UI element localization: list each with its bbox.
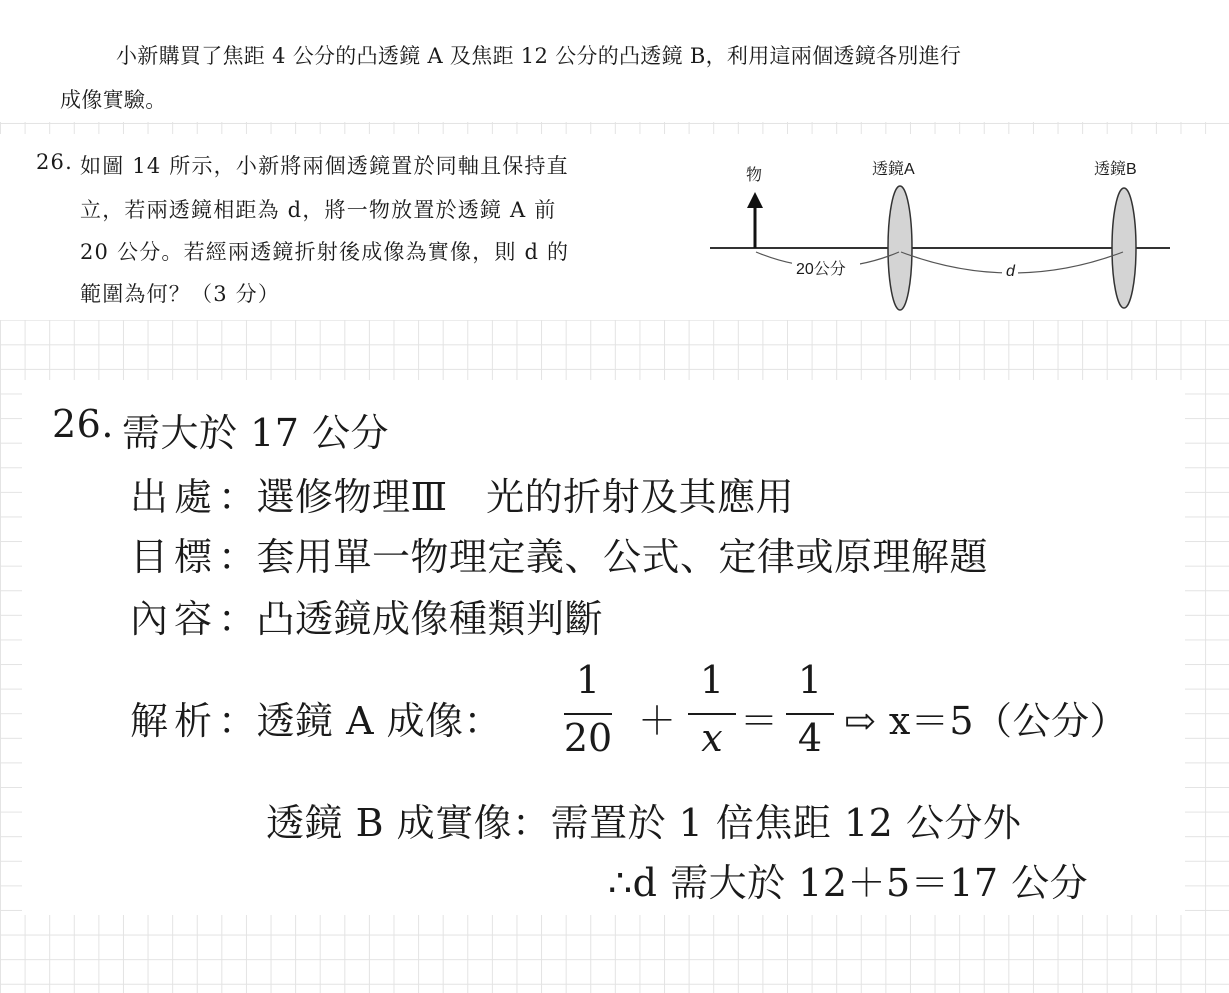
- lens-a: [888, 186, 912, 310]
- goal-label: 目標: [130, 535, 219, 579]
- colon: ：: [218, 535, 257, 579]
- frac2-denominator: x: [701, 716, 723, 760]
- question-line-1: 如圖 14 所示，小新將兩個透鏡置於同軸且保持直: [80, 154, 569, 178]
- source-text: 選修物理Ⅲ 光的折射及其應用: [256, 475, 795, 519]
- distance-label: 20公分: [796, 261, 846, 278]
- colon: ：: [218, 597, 257, 641]
- question-line-3: 20 公分。若經兩透鏡折射後成像為實像，則 d 的: [80, 240, 570, 264]
- content-text: 凸透鏡成像種類判斷: [256, 597, 604, 641]
- colon: ：: [218, 475, 257, 519]
- analysis-prefix: 透鏡 A 成像：: [256, 699, 503, 743]
- question-line-4: 範圍為何？（3 分）: [80, 282, 281, 306]
- frac3-bar: [786, 713, 834, 715]
- intro-section: [0, 0, 1229, 122]
- analysis-row: [130, 690, 502, 745]
- analysis-label: 解析: [130, 699, 219, 743]
- intro-line-2: 成像實驗。: [60, 88, 167, 112]
- fraction-1-over-x: [682, 658, 742, 764]
- content-label: 內容: [130, 597, 219, 641]
- colon: ：: [218, 699, 257, 743]
- content-row: [130, 588, 603, 643]
- intro-line-1: 小新購買了焦距 4 公分的凸透鏡 A 及焦距 12 公分的凸透鏡 B，利用這兩個透鏡各別進行: [116, 44, 962, 68]
- lens-a-label: 透鏡A: [872, 161, 915, 178]
- question-section: [0, 134, 1229, 320]
- fraction-1-over-20: [558, 658, 618, 764]
- lens-b: [1112, 188, 1136, 308]
- source-label: 出處: [130, 475, 219, 519]
- goal-row: [130, 526, 988, 581]
- plus-sign: ＋: [638, 699, 677, 743]
- frac1-numerator: 1: [575, 658, 601, 702]
- object-label: 物: [746, 167, 763, 184]
- frac2-numerator: 1: [699, 658, 725, 702]
- frac1-denominator: 20: [563, 716, 613, 760]
- lens-b-label: 透鏡B: [1094, 161, 1137, 178]
- d-label: d: [1006, 263, 1015, 280]
- frac1-bar: [564, 713, 612, 715]
- answer-number: 26.: [52, 402, 114, 446]
- frac3-numerator: 1: [797, 658, 823, 702]
- question-number: 26.: [36, 150, 73, 174]
- source-row: [130, 466, 794, 521]
- goal-text: 套用單一物理定義、公式、定律或原理解題: [256, 535, 989, 579]
- equals-sign: ＝: [740, 699, 779, 743]
- lens-diagram: [700, 134, 1180, 320]
- conclusion-line: ∴d 需大於 12＋5＝17 公分: [608, 861, 1089, 905]
- answer-result: 需大於 17 公分: [122, 411, 390, 455]
- object-arrow-head: [747, 192, 763, 208]
- x-result: ⇨ x＝5（公分）: [844, 699, 1129, 743]
- answer-section: [22, 380, 1185, 915]
- frac2-bar: [688, 713, 736, 715]
- frac3-denominator: 4: [797, 716, 823, 760]
- lens-b-line: 透鏡 B 成實像：需置於 1 倍焦距 12 公分外: [266, 801, 1022, 845]
- fraction-1-over-4: [780, 658, 840, 764]
- question-line-2: 立，若兩透鏡相距為 d，將一物放置於透鏡 A 前: [80, 198, 557, 222]
